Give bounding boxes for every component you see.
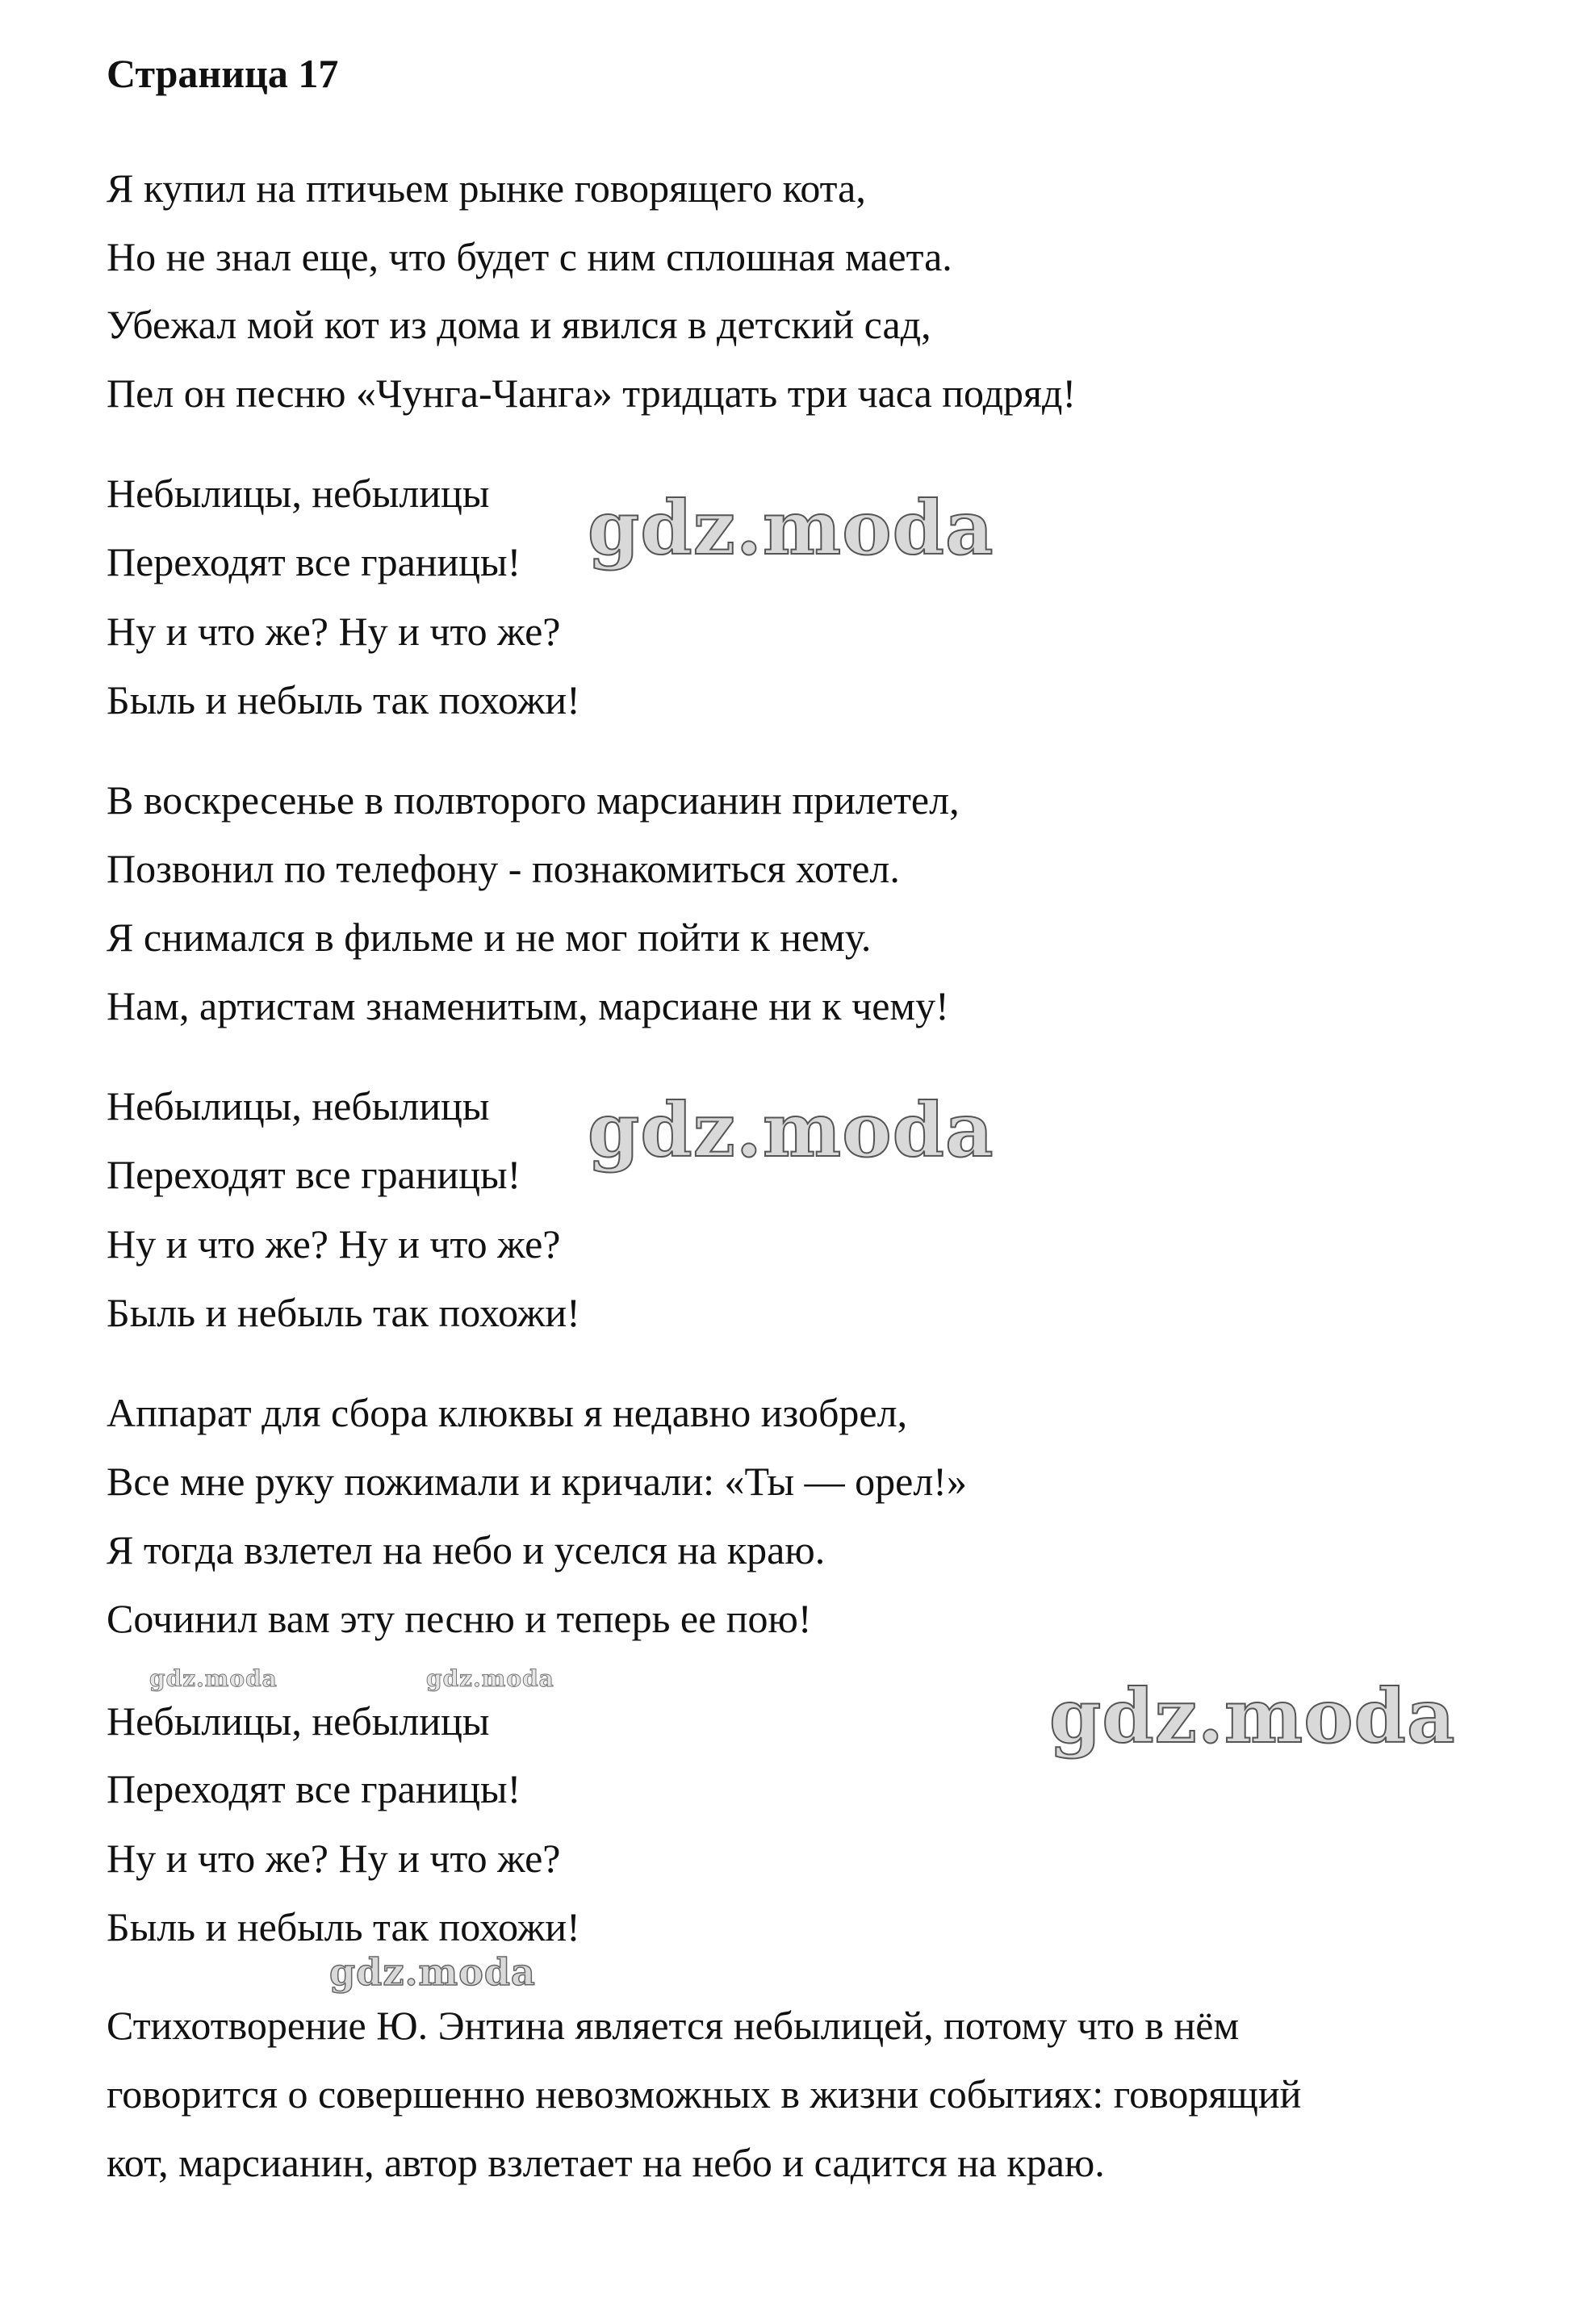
watermark: gdz.moda — [1049, 1673, 1456, 1760]
watermark: gdz.moda — [149, 1665, 278, 1692]
verse-1-line-4: Пел он песню «Чунга-Чанга» тридцать три часа подряд! — [107, 371, 1077, 416]
chorus-1-line-2: Переходят все границы! — [107, 539, 521, 584]
chorus-3-line-3: Ну и что же? Ну и что же? — [107, 1836, 561, 1881]
chorus-3-line-4: Быль и небыль так похожи! — [107, 1904, 580, 1949]
verse-2-line-4: Нам, артистам знаменитым, марсиане ни к чему! — [107, 983, 949, 1028]
verse-1-line-1: Я купил на птичьем рынке говорящего кота, — [107, 165, 866, 211]
verse-2-line-2: Позвонил по телефону - познакомиться хотел. — [107, 846, 900, 891]
chorus-1-line-3: Ну и что же? Ну и что же? — [107, 609, 561, 654]
answer-line-1: Стихотворение Ю. Энтина является небылицей, потому что в нём — [107, 2003, 1240, 2048]
chorus-3-line-2: Переходят все границы! — [107, 1766, 521, 1811]
chorus-1-line-1: Небылицы, небылицы — [107, 471, 490, 516]
watermark: gdz.moda — [588, 1087, 994, 1174]
verse-3-line-2: Все мне руку пожимали и кричали: «Ты — орел!» — [107, 1459, 967, 1504]
chorus-3-line-1: Небылицы, небылицы — [107, 1698, 490, 1744]
chorus-1-line-4: Быль и небыль так похожи! — [107, 677, 580, 722]
chorus-2-line-4: Быль и небыль так похожи! — [107, 1290, 580, 1335]
page-title: Страница 17 — [107, 51, 339, 96]
verse-1-line-3: Убежал мой кот из дома и явился в детский сад, — [107, 302, 931, 347]
verse-2-line-1: В воскресенье в полвторого марсианин прилетел, — [107, 777, 960, 823]
verse-1-line-2: Но не знал еще, что будет с ним сплошная маета. — [107, 234, 952, 279]
watermark: gdz.moda — [329, 1950, 536, 1994]
verse-3-line-3: Я тогда взлетел на небо и уселся на краю. — [107, 1527, 826, 1572]
watermark: gdz.moda — [426, 1665, 554, 1692]
verse-3-line-1: Аппарат для сбора клюквы я недавно изобрел, — [107, 1390, 908, 1435]
chorus-2-line-3: Ну и что же? Ну и что же? — [107, 1221, 561, 1267]
watermark: gdz.moda — [588, 484, 994, 572]
answer-line-2: говорится о совершенно невозможных в жизни событиях: говорящий — [107, 2071, 1302, 2117]
answer-line-3: кот, марсианин, автор взлетает на небо и садится на краю. — [107, 2140, 1105, 2185]
verse-2-line-3: Я снимался в фильме и не мог пойти к нему. — [107, 915, 872, 960]
verse-3-line-4: Сочинил вам эту песню и теперь ее пою! — [107, 1596, 812, 1641]
chorus-2-line-1: Небылицы, небылицы — [107, 1083, 490, 1129]
chorus-2-line-2: Переходят все границы! — [107, 1152, 521, 1197]
